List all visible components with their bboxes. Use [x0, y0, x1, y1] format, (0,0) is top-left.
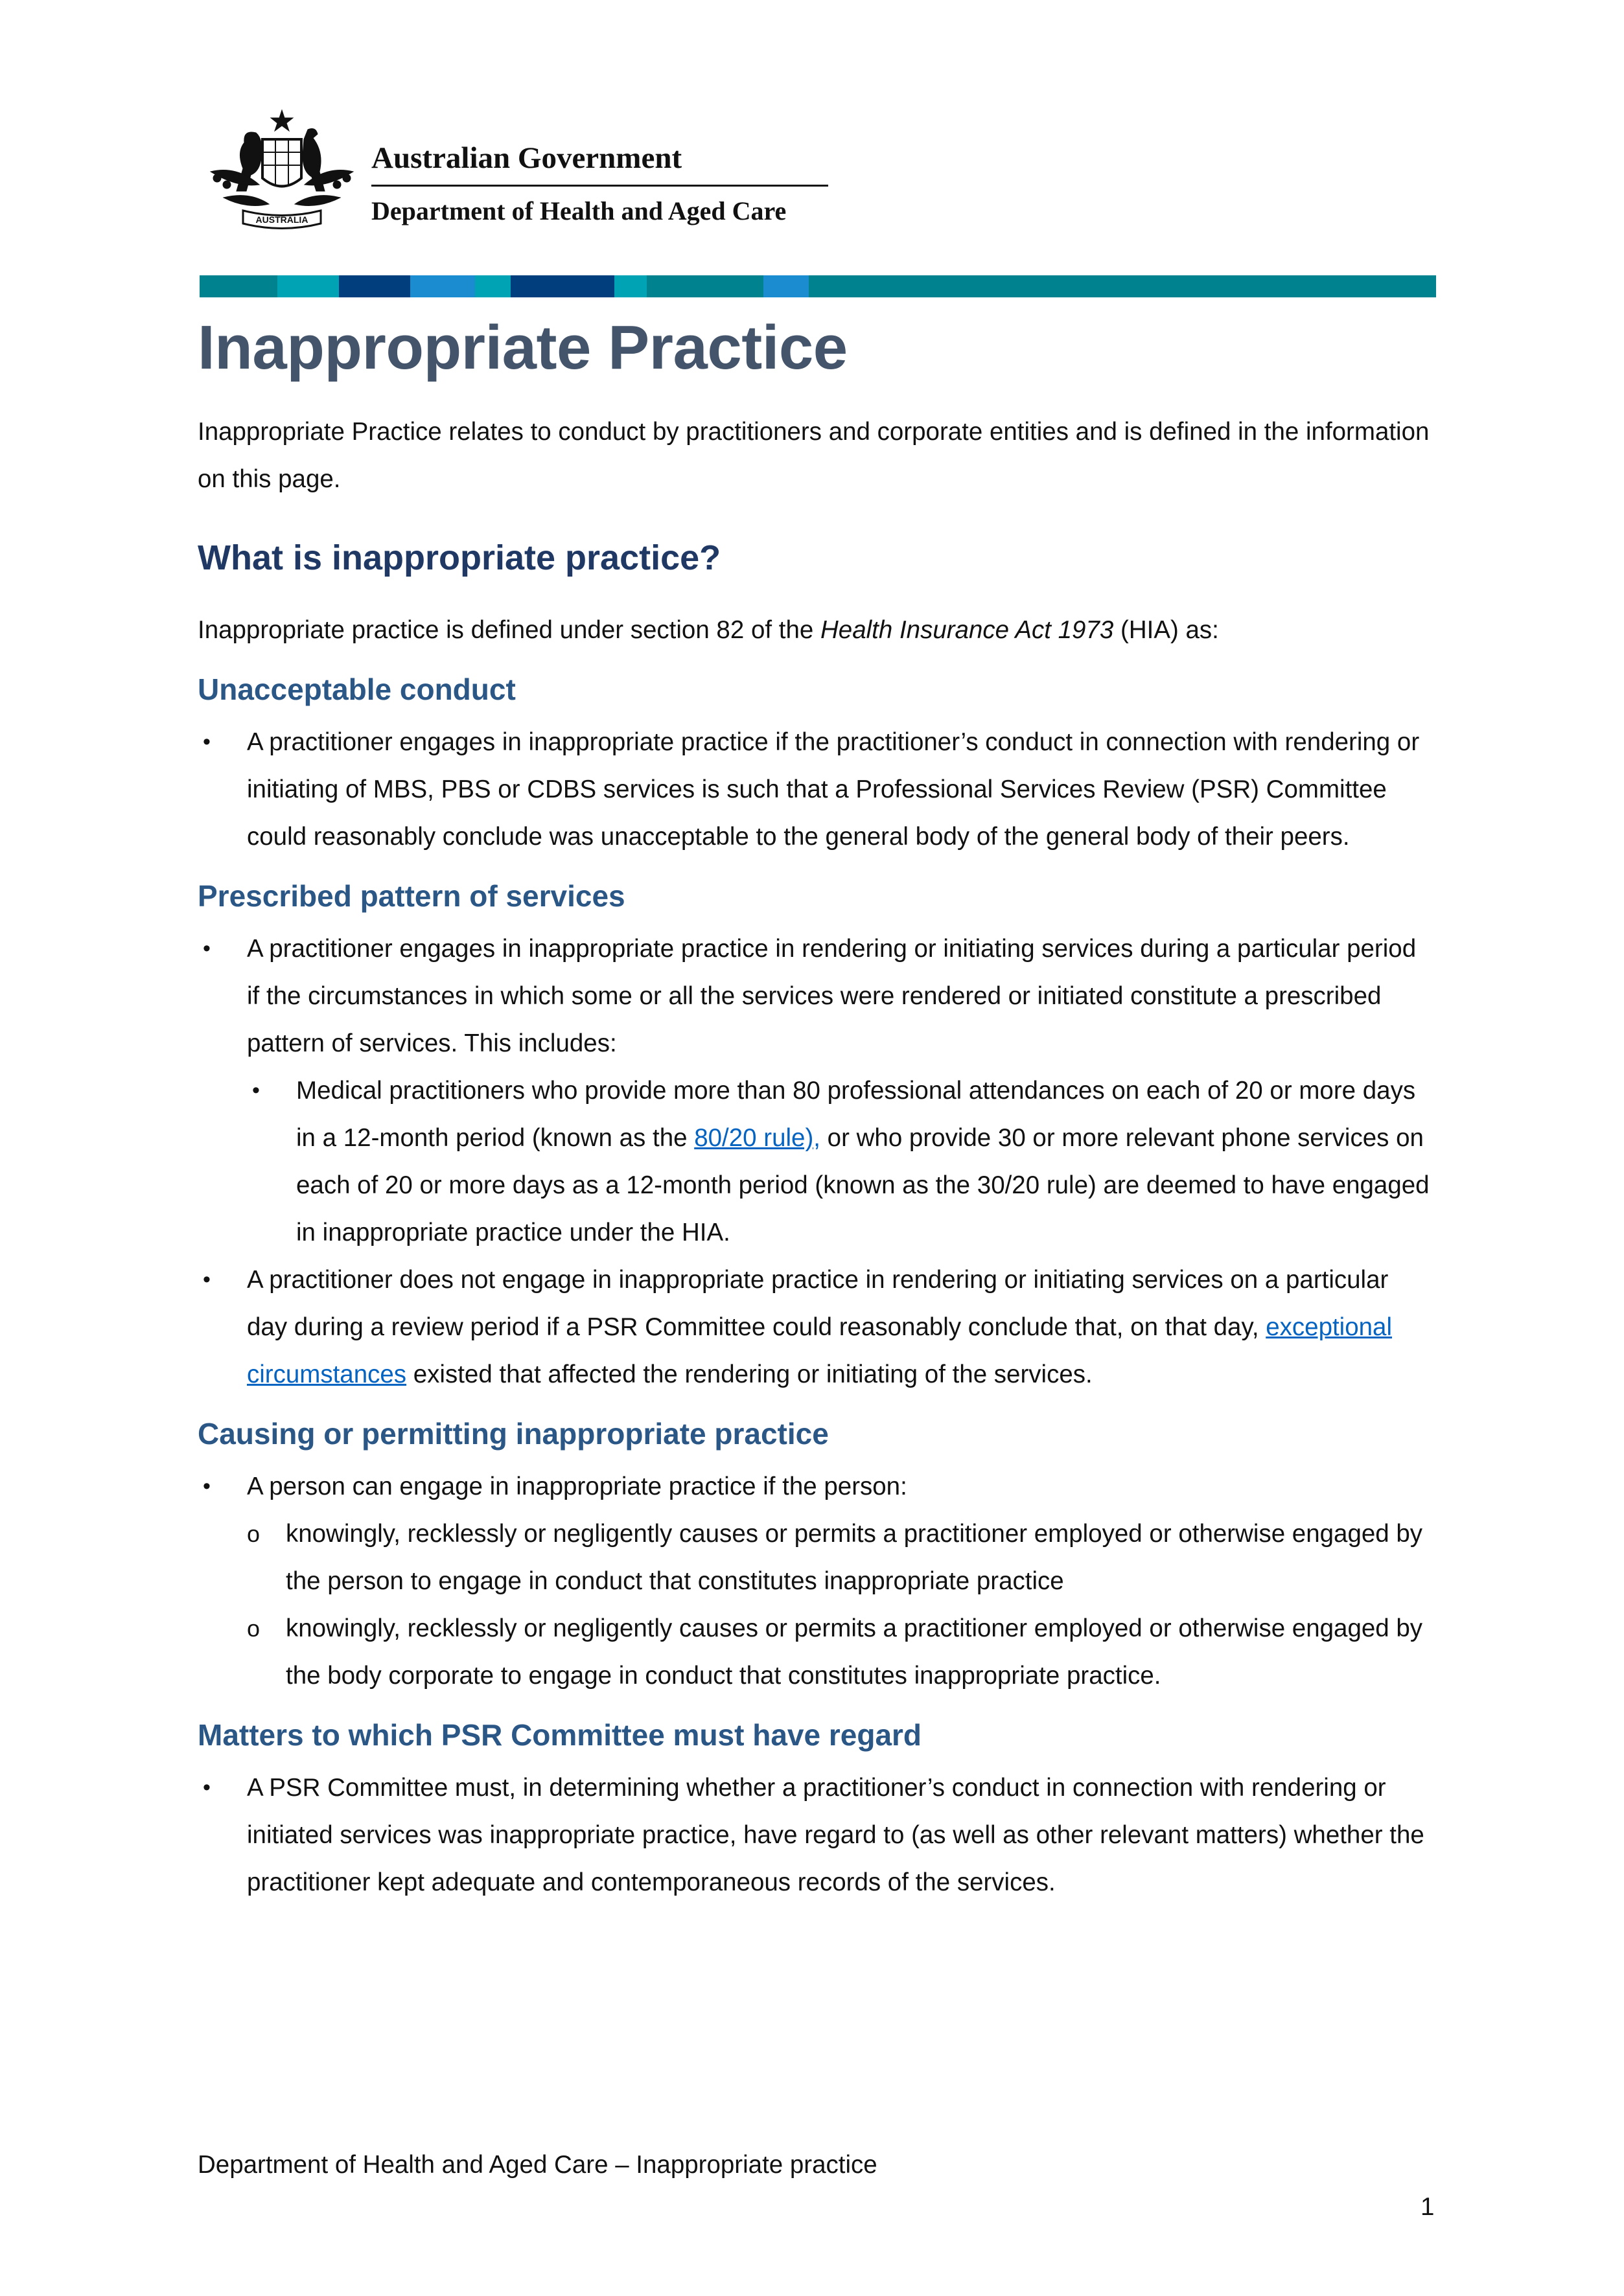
- unacceptable-conduct-list: [198, 718, 1435, 860]
- prescribed-pattern-list: [198, 925, 1435, 1398]
- sub-item-text-end: or who provide 30 or more relevant phone services on each of 20 or more days as a 12-month period (known as the 30/20 rule) are deemed to have engaged in inappropriate practice under the HIA.: [296, 1124, 1430, 1246]
- department-name: Department of Health and Aged Care: [371, 196, 787, 225]
- list-item: • A practitioner engages in inappropriate practice if the practitioner’s conduct in connection with rendering or initiating of MBS, PBS or CDBS services is such that a Professional Services Review (PSR) Committee could reasonably conclude was unacceptable to the general body of the general body of their peers.: [198, 718, 1435, 860]
- stripe-segment: [647, 275, 763, 297]
- stripe-segment: [511, 275, 614, 297]
- 80-20-rule-link[interactable]: 80/20 rule),: [694, 1124, 820, 1152]
- footer-text: Department of Health and Aged Care – Inappropriate practice: [198, 2151, 877, 2179]
- sub-item-text: Medical practitioners who provide more than 80 professional attendances on each of 20 or more days in a 12-month period (known as the: [296, 1077, 1416, 1152]
- page-number: 1: [1421, 2193, 1435, 2221]
- crest-motto: AUSTRALIA: [255, 214, 308, 225]
- what-heading: What is inappropriate practice?: [198, 538, 721, 577]
- sub-list-item: [247, 1067, 1435, 1256]
- list-item-text-end: existed that affected the rendering or initiating of the services.: [406, 1360, 1093, 1388]
- sub-list-item: o knowingly, recklessly or negligently causes or permits a practitioner employed or otherwise engaged by the person to engage in conduct that constitutes inappropriate practice: [247, 1510, 1435, 1605]
- intro-paragraph: Inappropriate Practice relates to conduct by practitioners and corporate entities and is defined in the information on this page.: [198, 418, 1430, 493]
- unacceptable-conduct-heading: Unacceptable conduct: [198, 672, 516, 706]
- matters-regard-heading: Matters to which PSR Committee must have regard: [198, 1718, 922, 1752]
- sub-list: [247, 1510, 1435, 1699]
- australian-coat-of-arms-icon: [198, 107, 366, 236]
- list-item: • A PSR Committee must, in determining whether a practitioner’s conduct in connection with rendering or initiated services was inappropriate practice, have regard to (as well as other relevant matters) whether the practitioner kept adequate and contemporaneous records of the services.: [198, 1764, 1435, 1906]
- prescribed-pattern-heading: Prescribed pattern of services: [198, 879, 625, 913]
- document-body: [198, 408, 1435, 1906]
- stripe-segment: [339, 275, 410, 297]
- page-title: Inappropriate Practice: [198, 313, 848, 382]
- stripe-segment: [809, 275, 1436, 297]
- causing-permitting-heading: Causing or permitting inappropriate practice: [198, 1417, 829, 1451]
- matters-regard-list: [198, 1764, 1435, 1906]
- government-name: Australian Government: [371, 141, 682, 175]
- list-item: [198, 1463, 1435, 1699]
- definition-text-end: (HIA) as:: [1113, 616, 1219, 644]
- stripe-segment: [763, 275, 809, 297]
- list-item: [198, 925, 1435, 1256]
- stripe-segment: [475, 275, 511, 297]
- header: [198, 107, 833, 236]
- list-item-text: A practitioner does not engage in inappropriate practice in rendering or initiating services on a particular day during a review period if a PSR Committee could reasonably conclude that, on that day,: [247, 1266, 1389, 1341]
- sub-list: [247, 1067, 1435, 1256]
- definition-paragraph: [198, 606, 1435, 654]
- causing-permitting-list: [198, 1463, 1435, 1699]
- exceptional-circumstances-link[interactable]: exceptional circumstances: [247, 1313, 1393, 1388]
- act-name: Health Insurance Act 1973: [820, 616, 1114, 644]
- stripe-segment: [614, 275, 647, 297]
- sub-list-item: o knowingly, recklessly or negligently causes or permits a practitioner employed or otherwise engaged by the body corporate to engage in conduct that constitutes inappropriate practice.: [247, 1605, 1435, 1699]
- stripe-segment: [277, 275, 339, 297]
- decorative-color-stripe: [200, 275, 1436, 297]
- list-item-text: A practitioner engages in inappropriate practice in rendering or initiating services during a particular period if the circumstances in which some or all the services were rendered or initiated constitute a prescribed pattern of services. This includes:: [247, 935, 1417, 1057]
- definition-text: Inappropriate practice is defined under section 82 of the: [198, 616, 820, 644]
- stripe-segment: [410, 275, 475, 297]
- list-item-text: A person can engage in inappropriate practice if the person:: [247, 1473, 907, 1500]
- header-divider: [371, 185, 828, 187]
- list-item: [198, 1256, 1435, 1398]
- stripe-segment: [200, 275, 277, 297]
